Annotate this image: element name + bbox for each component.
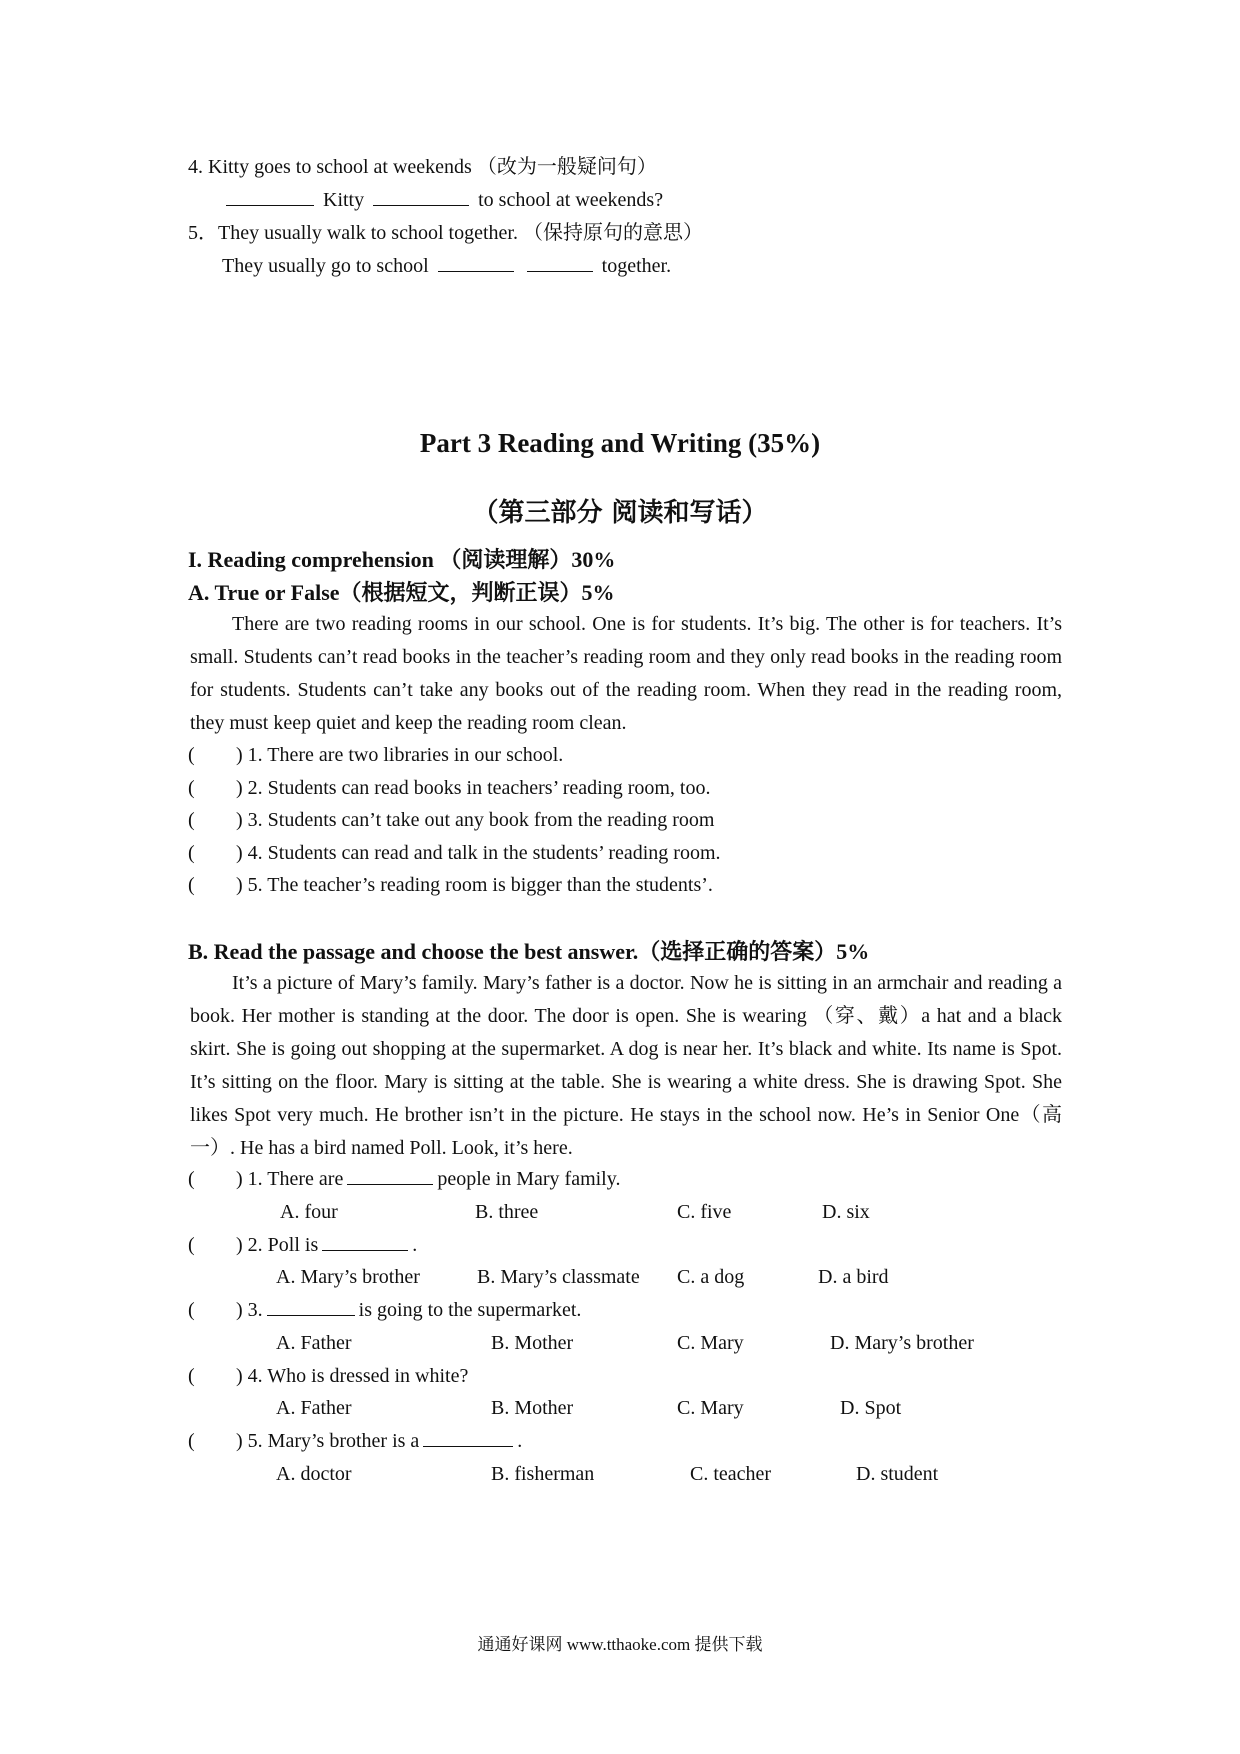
answer-blank[interactable] <box>373 185 469 206</box>
option-d[interactable]: D. Mary’s brother <box>830 1331 974 1354</box>
option-b[interactable]: B. Mother <box>491 1331 574 1354</box>
option-b[interactable]: B. Mary’s classmate <box>477 1266 640 1288</box>
answer-paren-open[interactable]: ( <box>188 841 195 864</box>
question-text: They usually go to school <box>222 255 429 277</box>
tf-question: ) 4. Students can read and talk in the students’ reading room. <box>236 841 721 864</box>
option-c[interactable]: C. five <box>677 1200 732 1223</box>
tf-question: ) 1. There are two libraries in our school. <box>236 744 564 766</box>
section-heading-reading: I. Reading comprehension （阅读理解）30% <box>188 547 616 572</box>
option-d[interactable]: D. Spot <box>840 1397 902 1419</box>
answer-paren-open[interactable]: ( <box>188 874 195 896</box>
answer-paren-open[interactable]: ( <box>188 1299 195 1321</box>
option-c[interactable]: C. teacher <box>690 1462 772 1485</box>
answer-blank[interactable] <box>267 1295 355 1316</box>
answer-blank[interactable] <box>347 1164 433 1185</box>
question-4-line1: 4. Kitty goes to school at weekends （改为一般疑问句） <box>188 156 657 178</box>
mc-question: ) 3. is going to the supermarket. <box>236 1295 581 1325</box>
tf-question: ) 2. Students can read books in teachers’ reading room, too. <box>236 776 711 799</box>
answer-blank[interactable] <box>322 1230 408 1251</box>
question-text: Kitty <box>323 189 365 211</box>
mc-question: ) 1. There are people in Mary family. <box>236 1164 620 1194</box>
option-b[interactable]: B. Mother <box>491 1397 574 1419</box>
mc-question: ) 4. Who is dressed in white? <box>236 1364 469 1387</box>
answer-blank[interactable] <box>423 1426 513 1447</box>
option-a[interactable]: A. four <box>280 1200 338 1223</box>
mc-question: ) 5. Mary’s brother is a . <box>236 1426 522 1456</box>
option-a[interactable]: A. Mary’s brother <box>276 1266 420 1288</box>
answer-paren-open[interactable]: ( <box>188 1364 195 1387</box>
option-c[interactable]: C. Mary <box>677 1397 744 1419</box>
section-heading-b: B. Read the passage and choose the best answer.（选择正确的答案）5% <box>188 939 870 964</box>
question-4-line2 <box>226 185 663 215</box>
answer-paren-open[interactable]: ( <box>188 1430 195 1452</box>
footer: 通通好课网 www.tthaoke.com 提供下载 <box>477 1635 763 1654</box>
part-title: Part 3 Reading and Writing (35%) <box>419 428 821 458</box>
answer-paren-open[interactable]: ( <box>188 776 195 799</box>
answer-blank[interactable] <box>527 251 593 272</box>
part-subtitle: （第三部分 阅读和写话） <box>472 498 768 528</box>
answer-blank[interactable] <box>226 185 314 206</box>
option-c[interactable]: C. Mary <box>677 1331 744 1354</box>
answer-paren-open[interactable]: ( <box>188 1168 195 1190</box>
question-5-line1: 5．They usually walk to school together. （保持原句的意思） <box>188 222 703 244</box>
option-d[interactable]: D. six <box>822 1200 870 1223</box>
question-text: to school at weekends? <box>478 189 664 211</box>
tf-question: ) 3. Students can’t take out any book from the reading room <box>236 809 715 831</box>
answer-blank[interactable] <box>438 251 514 272</box>
option-d[interactable]: D. student <box>856 1462 939 1485</box>
answer-paren-open[interactable]: ( <box>188 744 195 766</box>
question-5-line2 <box>222 251 671 281</box>
answer-paren-open[interactable]: ( <box>188 809 195 831</box>
question-text: together. <box>601 255 672 277</box>
option-a[interactable]: A. doctor <box>276 1462 352 1485</box>
option-b[interactable]: B. three <box>475 1200 539 1223</box>
option-c[interactable]: C. a dog <box>677 1266 745 1288</box>
mc-question: ) 2. Poll is . <box>236 1230 417 1260</box>
answer-paren-open[interactable]: ( <box>188 1233 195 1256</box>
section-heading-a: A. True or False（根据短文，判断正误）5% <box>188 580 615 605</box>
option-a[interactable]: A. Father <box>276 1331 352 1354</box>
option-b[interactable]: B. fisherman <box>491 1462 595 1485</box>
passage-a: There are two reading rooms in our school. One is for students. It’s big. The other is for teachers. It’s small. Students can’t read books in the teacher’s reading room and they only read books in the reading room for students. Students can’t take any books out of the reading room. When they read in the reading room, they must keep quiet and keep the reading room clean. <box>190 613 1062 734</box>
tf-question: ) 5. The teacher’s reading room is bigger than the students’. <box>236 874 713 896</box>
passage-b: It’s a picture of Mary’s family. Mary’s father is a doctor. Now he is sitting in an armchair and reading a book. Her mother is standing at the door. The door is open. She is wearing （穿、戴）a hat and a black skirt. She is going out shopping at the supermarket. A dog is near her. It’s black and white. Its name is Spot. It’s sitting on the floor. Mary is sitting at the table. She is wearing a white dress. She is drawing Spot. She likes Spot very much. He brother isn’t in the picture. He stays in the school now. He’s in Senior One（高一）. He has a bird named Poll. Look, it’s here. <box>190 972 1062 1159</box>
option-a[interactable]: A. Father <box>276 1397 352 1419</box>
option-d[interactable]: D. a bird <box>818 1266 889 1288</box>
